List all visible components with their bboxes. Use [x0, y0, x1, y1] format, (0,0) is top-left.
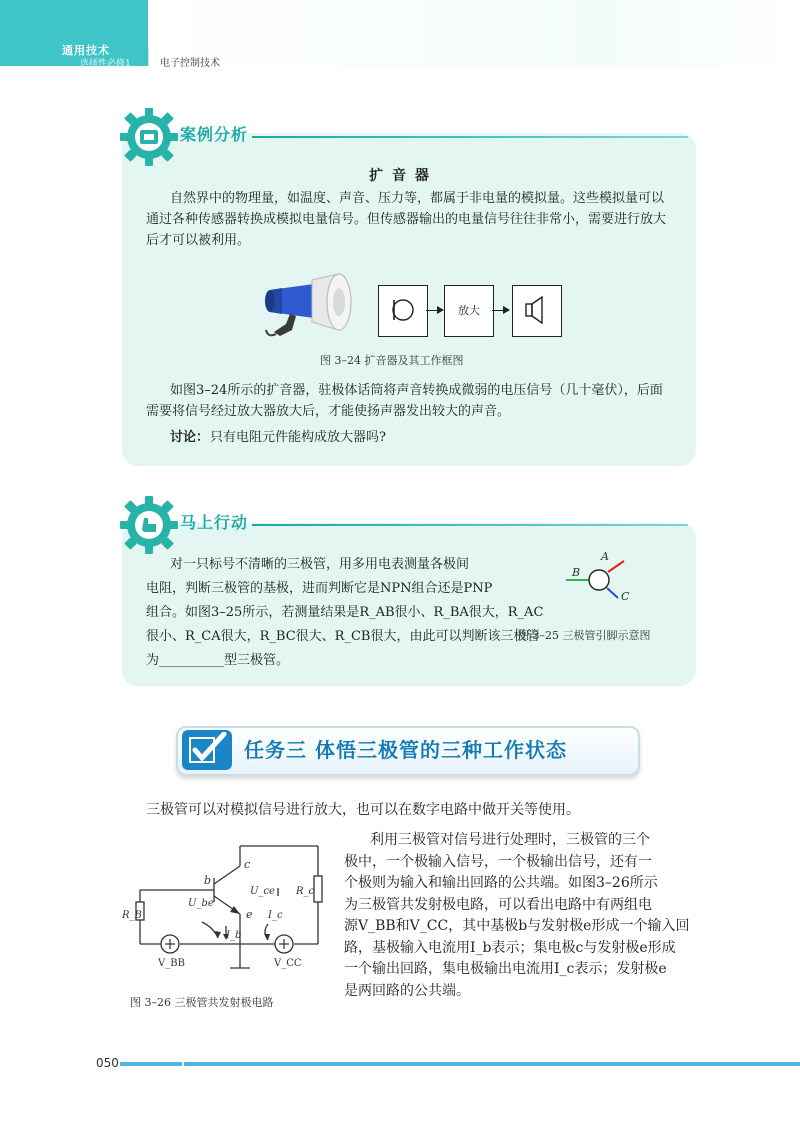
book-subtitle: 选择性必修1 [80, 59, 131, 69]
microphone-icon [378, 285, 428, 337]
gear-icon [118, 494, 180, 556]
speaker-icon [512, 285, 562, 337]
label-e: e [246, 908, 253, 921]
label-vbb: V_BB [158, 958, 185, 969]
action-title-line [252, 524, 688, 526]
pin-label-b: B [572, 566, 581, 579]
task-right-line3: 个极则为输入和输出回路的公共端。如图3–26所示 [344, 875, 658, 891]
action-line3: 组合。如图3–25所示，若测量结果是R_AB很小、R_BA很大，R_AC [146, 605, 544, 620]
pin-label-a: A [601, 550, 609, 563]
task-banner-title: 任务三 体悟三极管的三种工作状态 [244, 738, 567, 762]
footer-bar-long [184, 1062, 800, 1066]
case-para1-line1: 自然界中的物理量，如温度、声音、压力等，都属于非电量的模拟量。这些模拟量可以 [170, 191, 665, 206]
pin-label-c: C [621, 590, 630, 603]
figure-3-26-caption: 图 3–26 三极管共发射极电路 [130, 996, 274, 1009]
header-divider [148, 48, 149, 66]
label-rb: R_B [122, 910, 142, 921]
task-right-line4: 为三极管共发射极电路，可以看出电路中有两组电 [344, 897, 652, 913]
task-right-line2: 极中，一个极输入信号，一个极输出信号，还有一 [344, 854, 652, 870]
page-number: 050 [96, 1056, 119, 1070]
checkmark-icon [186, 732, 230, 768]
label-rc: R_c [296, 886, 315, 897]
header-strip [148, 0, 800, 66]
task-right-line5: 源V_BB和V_CC，其中基极b与发射极e形成一个输入回 [344, 918, 690, 934]
action-line5: 为__________型三极管。 [146, 653, 290, 668]
label-uce: U_ce [250, 886, 275, 897]
label-ube: U_be [188, 898, 214, 909]
task-intro: 三极管可以对模拟信号进行放大，也可以在数字电路中做开关等使用。 [146, 802, 580, 818]
figure-3-24-caption: 图 3–24 扩音器及其工作框图 [320, 354, 464, 367]
gear-icon [118, 106, 180, 168]
discussion-label: 讨论： [170, 430, 210, 445]
case-para2-line2: 需要将信号经过放大器放大后，才能使扬声器发出较大的声音。 [146, 404, 511, 419]
label-b: b [204, 874, 212, 887]
megaphone-illustration [262, 272, 358, 340]
case-para1-line2: 通过各种传感器转换成模拟电量信号。但传感器输出的电量信号往往非常小，需要进行放大 [146, 212, 667, 227]
task-right-line8: 是两回路的公共端。 [344, 983, 470, 999]
task-right-line6: 路，基极输入电流用I_b表示；集电极c与发射极e形成 [344, 940, 676, 956]
label-ib: I_b [226, 930, 242, 941]
amplifier-label: 放大 [458, 304, 480, 317]
action-line2: 电阻，判断三极管的基极，进而判断它是NPN组合还是PNP [146, 581, 493, 596]
chapter-title: 电子控制技术 [160, 58, 220, 69]
action-line1: 对一只标号不清晰的三极管，用多用电表测量各极间 [170, 557, 470, 572]
book-title: 通用技术 [62, 44, 110, 57]
case-para2-line1: 如图3–24所示的扩音器，驻极体话筒将声音转换成微弱的电压信号（几十毫伏），后面 [170, 383, 663, 398]
case-section-title: 案例分析 [180, 125, 249, 144]
label-vcc: V_CC [274, 958, 302, 969]
case-heading: 扩 音 器 [369, 168, 431, 184]
label-c: c [244, 858, 251, 871]
figure-3-25-caption: 图 3–25 三极管引脚示意图 [518, 629, 651, 642]
discussion-text: 只有电阻元件能构成放大器吗? [210, 430, 386, 445]
case-title-line [252, 136, 688, 138]
case-para1-line3: 后才可以被利用。 [146, 233, 251, 248]
label-ic: I_c [268, 910, 283, 921]
task-right-line1: 利用三极管对信号进行处理时，三极管的三个 [370, 832, 650, 848]
action-line4: 很小、R_CA很大，R_BC很大、R_CB很大，由此可以判断该三极管 [146, 629, 540, 644]
arrow-mic-to-amp [426, 310, 442, 311]
common-emitter-circuit [118, 836, 338, 986]
arrow-amp-to-speaker [492, 310, 508, 311]
action-section-title: 马上行动 [180, 513, 249, 532]
task-right-line7: 一个输出回路，集电极输出电流用I_c表示；发射极e [344, 961, 667, 977]
footer-bar-short [120, 1062, 182, 1066]
